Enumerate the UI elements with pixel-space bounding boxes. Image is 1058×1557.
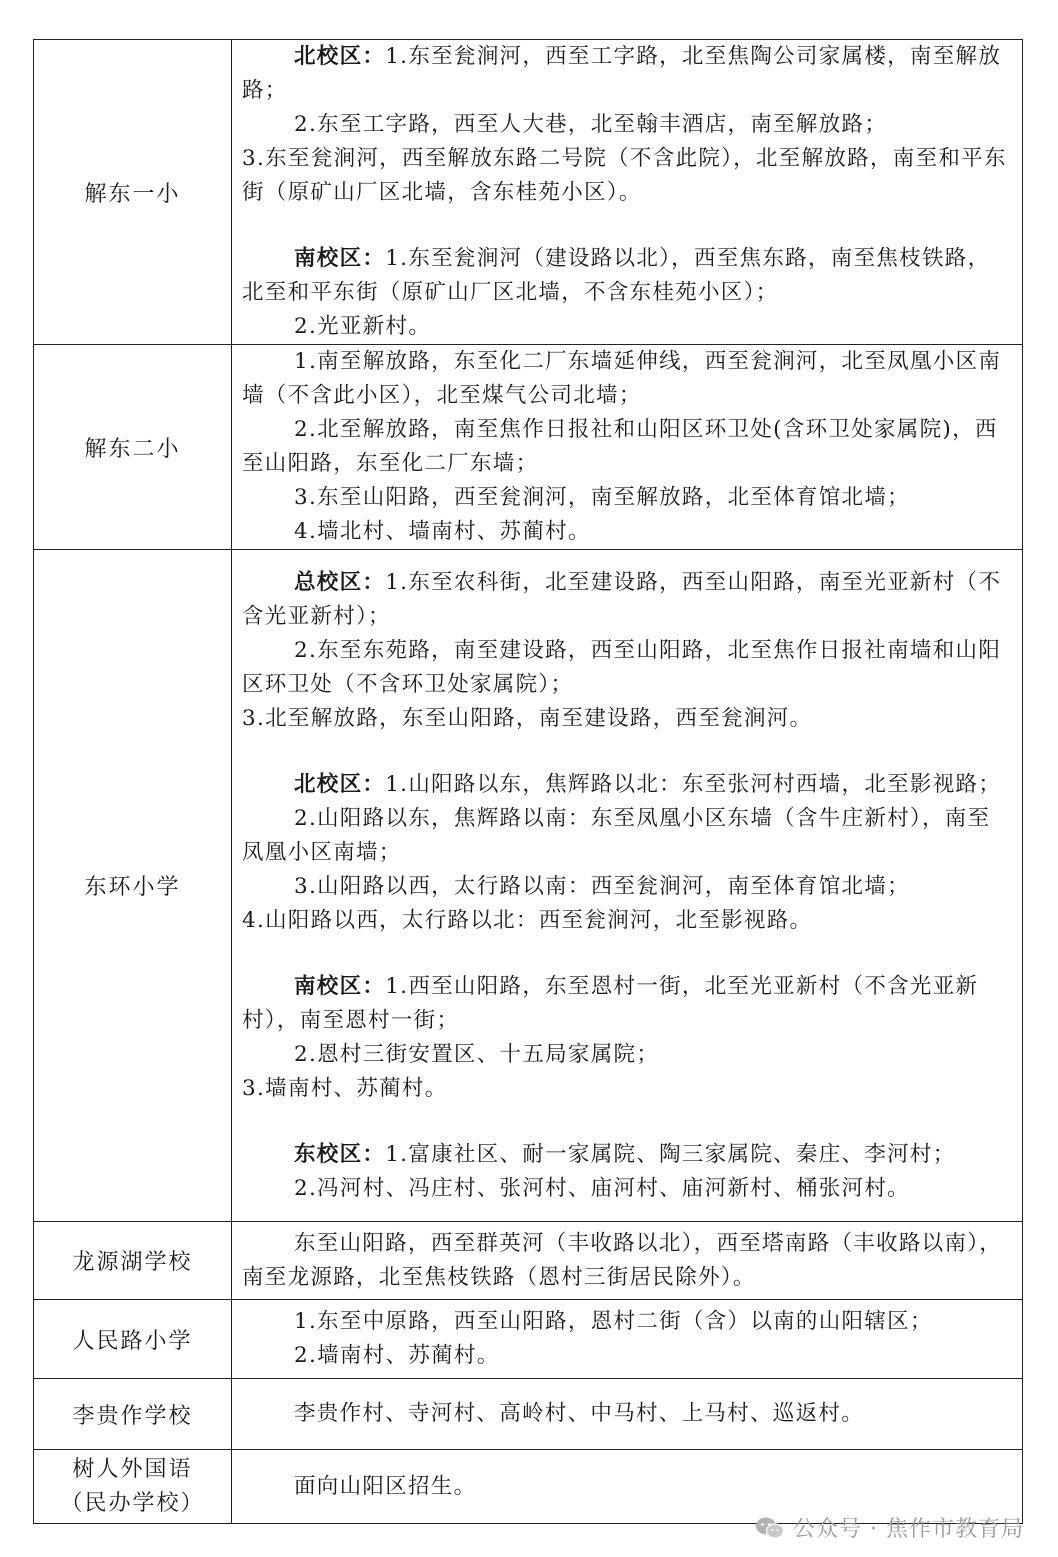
table-row: [34, 550, 1023, 1222]
district-line: 2.山阳路以东，焦辉路以南：东至凤凰小区东墙（含牛庄新村），南至凤凰小区南墙；: [242, 805, 991, 865]
campus-label: 南校区：: [294, 973, 386, 999]
district-line: 2.墙南村、苏蔺村。: [294, 1343, 500, 1368]
school-name: 东环小学: [34, 550, 232, 1222]
school-name: 人民路小学: [34, 1300, 232, 1379]
school-name-line: 树人外国语: [72, 1456, 193, 1482]
district-line: 4.山阳路以西，太行路以北：西至瓮涧河，北至影视路。: [242, 907, 813, 933]
campus-label: 北校区：: [294, 44, 386, 69]
district-line: 面向山阳区招生。: [294, 1473, 477, 1499]
district-description: [232, 550, 1023, 1222]
school-district-table: [33, 39, 1023, 1524]
school-name: 解东一小: [34, 40, 232, 345]
district-line: 李贵作村、寺河村、高岭村、中马村、上马村、巡返村。: [294, 1401, 865, 1426]
district-line: 2.北至解放路，南至焦作日报社和山阳区环卫处(含环卫处家属院)，西至山阳路，东至化二厂东墙；: [242, 417, 998, 476]
table-row: [34, 40, 1023, 345]
district-line: 3.东至山阳路，西至瓮涧河，南至解放路，北至体育馆北墙；: [294, 485, 910, 510]
district-line: 3.东至瓮涧河，西至解放东路二号院（不含此院），北至解放路，南至和平东街（原矿山厂区北墙，含东桂苑小区）。: [242, 146, 1007, 205]
district-line: 东至山阳路，西至群英河（丰收路以北），西至塔南路（丰收路以南），南至龙源路，北至焦枝铁路（恩村三街居民除外）。: [242, 1230, 1003, 1290]
wechat-icon: [755, 1516, 785, 1540]
campus-label: 总校区：: [294, 569, 386, 595]
school-type-note: （民办学校）: [60, 1490, 205, 1516]
district-line: 2.光亚新村。: [294, 314, 432, 339]
school-name: 解东二小: [34, 345, 232, 550]
school-name: [34, 1450, 232, 1524]
district-line: 2.东至工字路，西至人大巷，北至翰丰酒店，南至解放路；: [294, 112, 888, 137]
district-line: 南校区：1.西至山阳路，东至恩村一街，北至光亚新村（不含光亚新村），南至恩村一街；: [242, 973, 979, 1033]
watermark-text: 公众号 · 焦作市教育局: [793, 1517, 1024, 1542]
watermark: [755, 1512, 1024, 1543]
campus-label: 北校区：: [294, 771, 386, 797]
district-description: [232, 1379, 1023, 1450]
school-name: 李贵作学校: [34, 1379, 232, 1450]
district-description: [232, 345, 1023, 550]
district-line: 南校区：1.东至瓮涧河（建设路以北），西至焦东路，南至焦枝铁路，北至和平东街（原矿山厂区北墙，不含东桂苑小区）；: [242, 246, 991, 305]
district-line: 3.墙南村、苏蔺村。: [242, 1075, 448, 1101]
district-description: [232, 1300, 1023, 1379]
district-description: [232, 40, 1023, 345]
district-line: 北校区：1.山阳路以东，焦辉路以北：东至张河村西墙，北至影视路；: [294, 771, 1002, 797]
table-row: [34, 1379, 1023, 1450]
district-line: 1.东至中原路，西至山阳路，恩村二街（含）以南的山阳辖区；: [294, 1309, 933, 1334]
campus-label: 南校区：: [294, 246, 386, 271]
district-line: 4.墙北村、墙南村、苏蔺村。: [294, 519, 591, 544]
district-line: 1.南至解放路，东至化二厂东墙延伸线，西至瓮涧河，北至凤凰小区南墙（不含此小区），北至煤气公司北墙；: [242, 349, 1002, 408]
district-line: 2.冯河村、冯庄村、张河村、庙河村、庙河新村、桶张河村。: [294, 1175, 910, 1201]
campus-label: 东校区：: [294, 1141, 386, 1167]
district-description: [232, 1222, 1023, 1300]
table-row: [34, 1300, 1023, 1379]
table-row: [34, 1222, 1023, 1300]
district-line: 2.恩村三街安置区、十五局家属院；: [294, 1041, 660, 1067]
district-line: 总校区：1.东至农科街，北至建设路，西至山阳路，南至光亚新村（不含光亚新村）；: [242, 569, 1002, 629]
table-row: [34, 345, 1023, 550]
district-line: 3.山阳路以西，太行路以南：西至瓮涧河，南至体育馆北墙；: [294, 873, 910, 899]
district-line: 东校区：1.富康社区、耐一家属院、陶三家属院、秦庄、李河村；: [294, 1141, 956, 1167]
district-line: 2.东至东苑路，南至建设路，西至山阳路，北至焦作日报社南墙和山阳区环卫处（不含环卫处家属院）；: [242, 637, 1002, 697]
district-line: 3.北至解放路，东至山阳路，南至建设路，西至瓮涧河。: [242, 705, 813, 731]
district-line: 北校区：1.东至瓮涧河，西至工字路，北至焦陶公司家属楼，南至解放路；: [242, 44, 1002, 103]
school-name: 龙源湖学校: [34, 1222, 232, 1300]
